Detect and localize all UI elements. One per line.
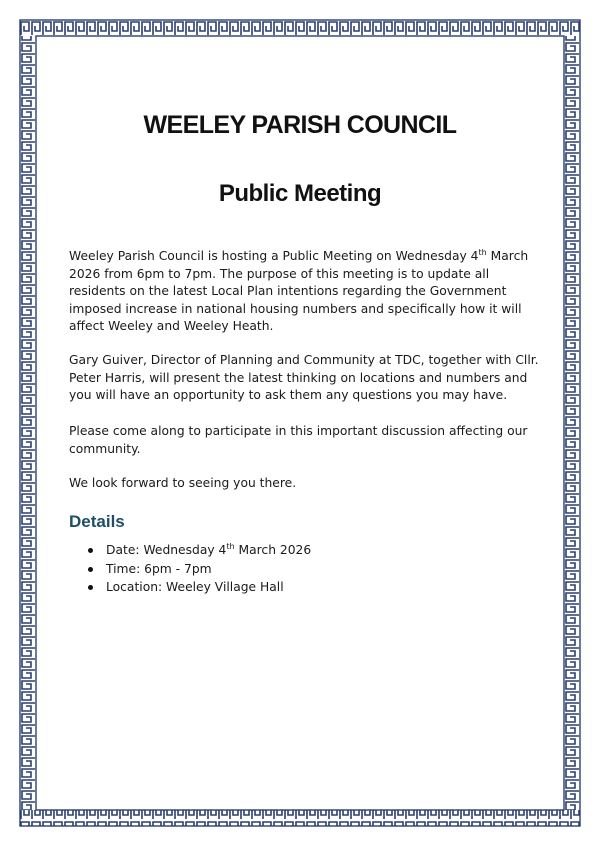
bullet-icon [88,548,93,553]
bullet-icon [88,585,93,590]
details-item-location: Location: Weeley Village Hall [69,578,311,597]
details-item-date: Date: Wednesday 4th March 2026 [69,541,311,560]
invitation-paragraph: Please come along to participate in this important discussion affecting our community. [69,424,528,456]
intro-paragraph: Weeley Parish Council is hosting a Public Meeting on Wednesday 4th March 2026 from 6pm to 7pm. The purpose of this meeting is to update all residents on the latest Local Plan intentions regarding the Government imposed increase in national housing numbers and specifically how it will affect Weeley and Weeley Heath. [69,247,529,334]
details-heading: Details [69,512,125,531]
details-item-time: Time: 6pm - 7pm [69,560,311,579]
org-title: WEELEY PARISH COUNCIL [143,111,457,139]
meeting-title: Public Meeting [218,180,382,207]
closing-paragraph: We look forward to seeing you there. [69,476,297,490]
details-list [69,541,311,597]
speakers-paragraph: Gary Guiver, Director of Planning and Community at TDC, together with Cllr. Peter Harris, will present the latest thinking on locations and numbers and you will have an opportunity to ask them any questions you may have. [69,353,539,403]
bullet-icon [88,567,93,572]
